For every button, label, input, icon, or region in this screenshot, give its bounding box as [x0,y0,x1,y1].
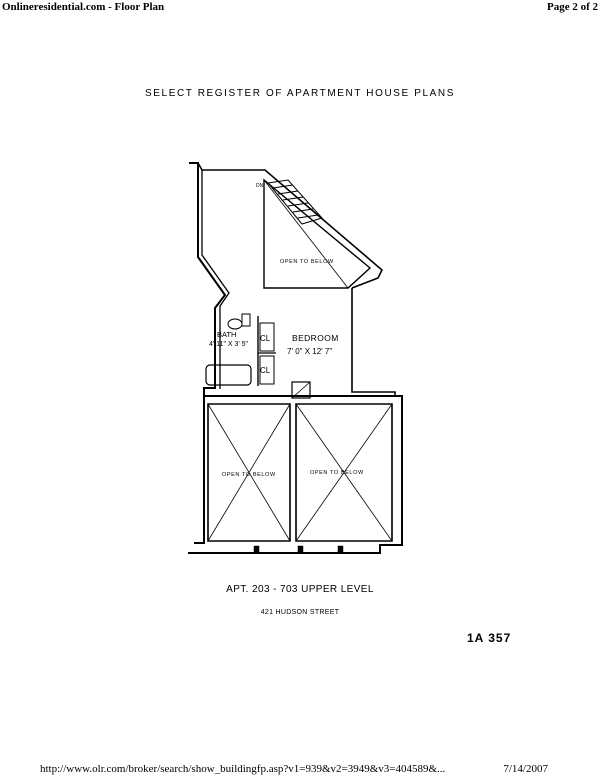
lower-outer-wall [188,396,402,553]
site-title: Onlineresidential.com - Floor Plan [2,1,165,13]
stair-dn-label: DN [256,183,264,189]
bath-size: 4' 11" X 3' 5" [209,341,249,348]
bedroom-label: BEDROOM [292,333,339,343]
upper-open-area [264,180,370,288]
closet-label-1: CL [260,334,271,343]
plan-caption: APT. 203 - 703 UPPER LEVEL [226,584,374,595]
open-to-below-label-top: OPEN TO BELOW [280,259,334,265]
floor-plan [180,158,420,568]
document-title: SELECT REGISTER OF APARTMENT HOUSE PLANS [145,88,455,99]
upper-open-diagonal [264,180,348,288]
open-to-below-label-right: OPEN TO BELOW [310,470,364,476]
page-indicator: Page 2 of 2 [546,1,598,13]
stair-icon [268,180,322,224]
street-address: 421 HUDSON STREET [260,609,340,616]
sheet-number: 1A 357 [467,631,512,645]
closet-label-2: CL [260,366,271,375]
open-to-below-label-left: OPEN TO BELOW [222,472,276,478]
bath-label: BATH [217,330,237,339]
bedroom-size: 7' 0" X 12' 7" [287,347,333,356]
bathtub-icon [206,365,251,385]
bedroom-east-wall [352,288,395,396]
footer-url: http://www.olr.com/broker/search/show_buildingfp.asp?v1=939&v2=3949&v3=404589&... [40,763,446,775]
footer-date: 7/14/2007 [503,763,548,775]
toilet-icon [228,319,242,329]
sink-icon [242,314,250,326]
